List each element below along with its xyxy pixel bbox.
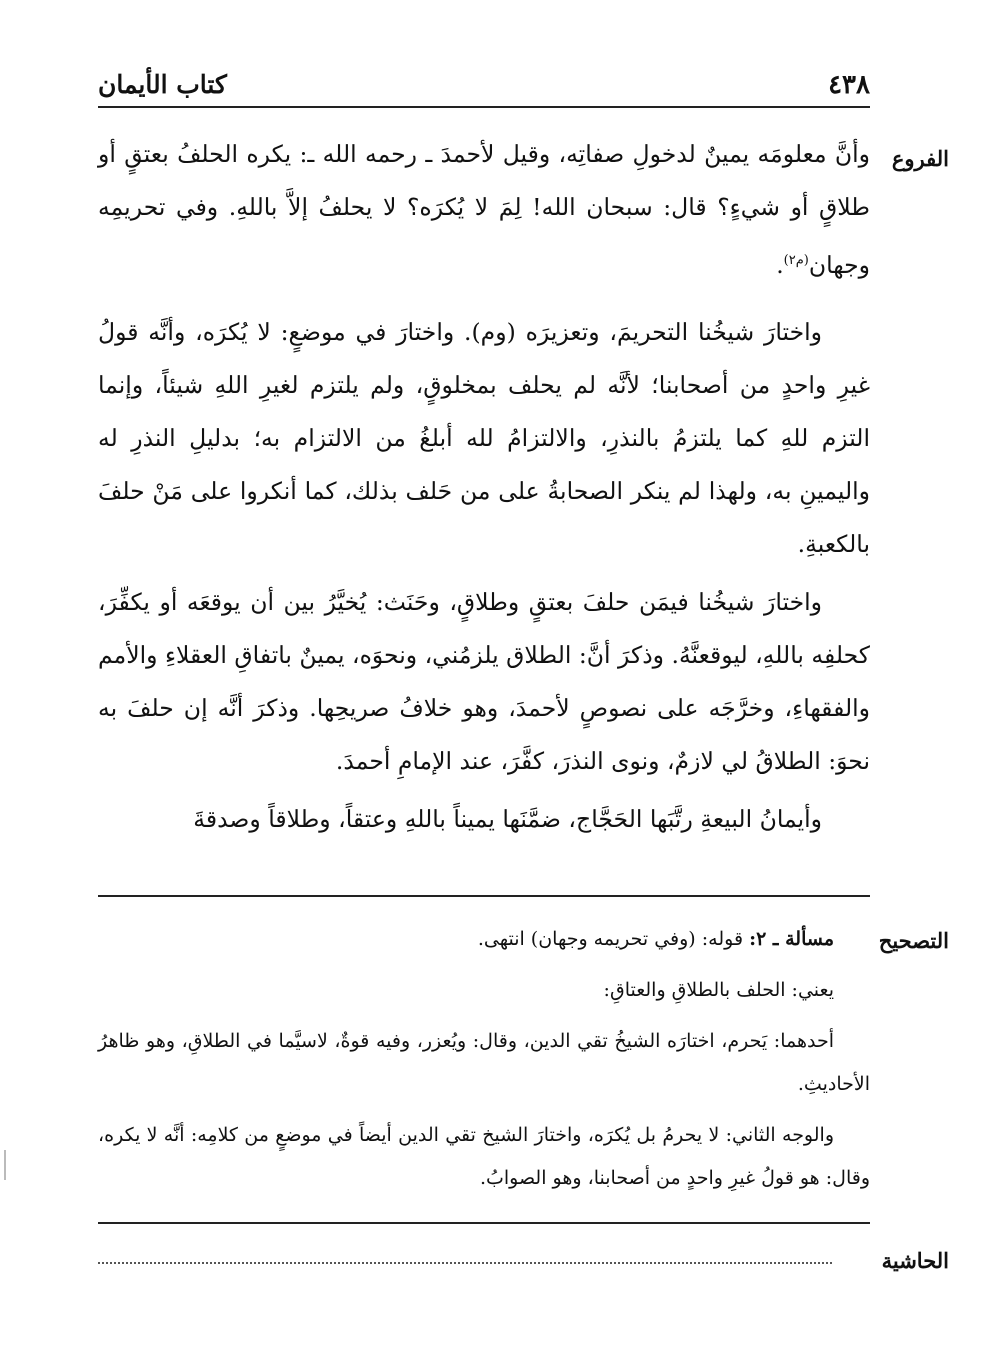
tashih-paragraph-2: يعني: الحلف بالطلاقِ والعتاقِ: [603, 979, 834, 1001]
scan-artifact [4, 1150, 6, 1180]
page-number: ٤٣٨ [828, 70, 870, 100]
tashih-paragraph-4: والوجه الثاني: لا يحرمُ بل يُكرَه، واختارَ الشيخ تقي الدين أيضاً في موضعٍ من كلامِه: أنَّه لا يكره، وقال: هو قولُ غيرِ واحدٍ من أصحابنا، وهو الصوابُ. [98, 1124, 870, 1189]
tashih-paragraph-3: أحدهما: يَحرم، اختارَه الشيخُ تقي الدين، وقال: ويُعزر، وفيه قوةٌ، لاسيَّما في الطلاقِ، وهو ظاهرُ الأحاديثِ. [98, 1030, 870, 1095]
main-paragraph-1 [98, 128, 870, 292]
page-header [98, 62, 870, 108]
main-paragraph-3: واختارَ شيخُنا فيمَن حلفَ بعتقٍ وطلاقٍ، وحَنَث: يُخيَّرُ بين أن يوقعَه أو يكفِّرَ، كحلفِه باللهِ، ليوقعنَّهُ. وذكرَ أنَّ: الطلاق يلزمُني، ونحوَه، يمينٌ باتفاقِ العقلاءِ والأمم والفقهاءِ، وخرَّجَه على نصوصٍ لأحمدَ، وهو خلافُ صريحِها. وذكرَ أنَّه إن حلفَ به نحوَ: الطلاقُ لي لازمٌ، ونوى النذرَ، كفَّرَ، عند الإمامِ أحمدَ. [98, 587, 870, 775]
tashih-notes [98, 918, 870, 1208]
masala-heading: مسألة ـ ٢: [749, 928, 834, 950]
hashiya-label: الحاشية [881, 1248, 949, 1273]
furu-label: الفروع [891, 146, 949, 171]
main-text [98, 128, 870, 851]
main-paragraph-2: واختارَ شيخُنا التحريمَ، وتعزيرَه (وم). واختارَ في موضعٍ: لا يُكرَه، وأنَّه قولُ غيرِ واحدٍ من أصحابنا؛ لأنَّه لم يحلف بمخلوقٍ، ولم يلتزم لغيرِ اللهِ شيئاً، وإنما التزم للهِ كما يلتزمُ بالنذرِ، والالتزامُ لله أبلغُ من الالتزام به؛ بدليلِ النذرِ له واليمينِ به، ولهذا لم ينكر الصحابةُ على من حَلف بذلك، كما أنكروا على مَنْ حلفَ بالكعبةِ. [98, 317, 870, 558]
section-divider [98, 895, 870, 897]
tashih-label: التصحيح [878, 928, 949, 953]
running-title: كتاب الأيمان [98, 70, 227, 99]
main-paragraph-4: وأيمانُ البيعةِ رتَّبَها الحَجَّاج، ضمَّنَها يميناً باللهِ وعتقاً، وطلاقاً وصدقةَ [193, 804, 822, 833]
tashih-paragraph-1 [98, 918, 870, 961]
main-paragraph-1-text: وأنَّ معلومَه يمينٌ لدخولِ صفاتِه، وقيل لأحمدَ ـ رحمه الله ـ: يكره الحلفُ بعتقٍ أو طلاقٍ أو شيءٍ؟ قال: سبحان الله! لِمَ لا يُكرَه؟ لا يحلفُ إلاَّ باللهِ. وفي تحريمِه وجهان [98, 140, 870, 279]
notes-divider [98, 1222, 870, 1224]
main-paragraph-1-end: . [776, 250, 784, 279]
footnote-ref: (م٢) [783, 253, 809, 268]
tashih-paragraph-1-text: قوله: (وفي تحريمه وجهان) انتهى. [477, 928, 750, 950]
hashiya-dotted-line [98, 1262, 832, 1264]
